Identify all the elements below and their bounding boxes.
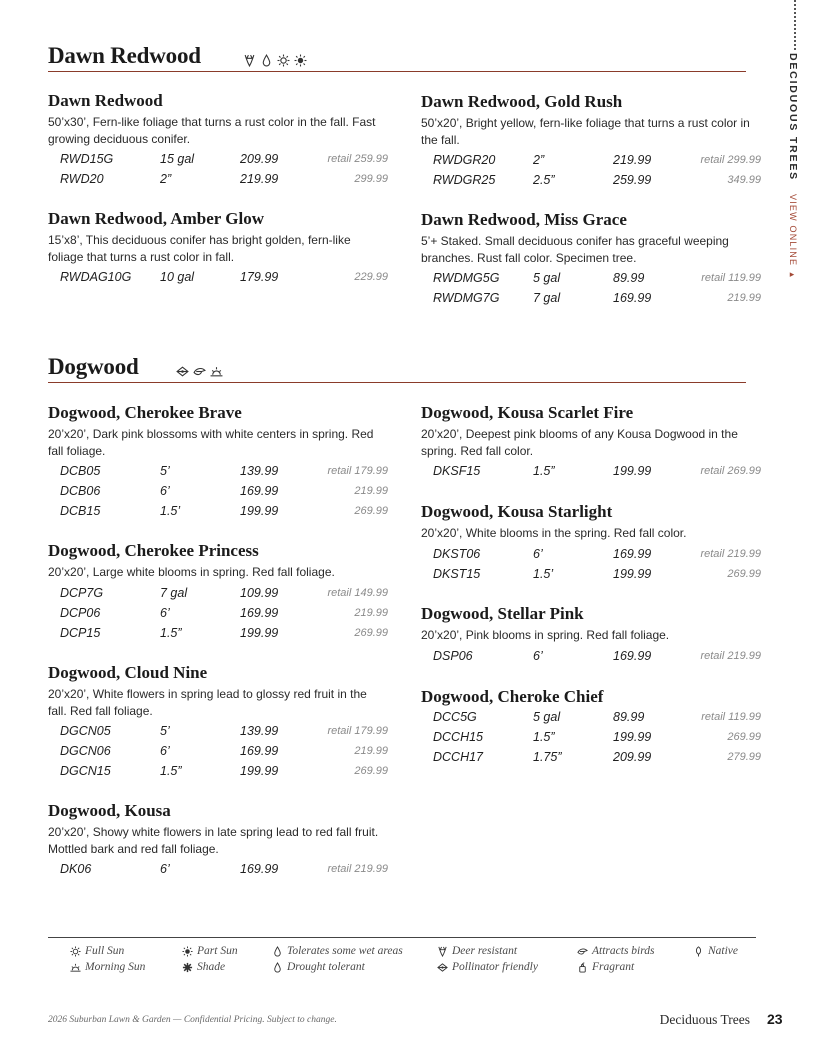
retail-price: retail 219.99 xyxy=(700,547,761,560)
price-row xyxy=(421,748,761,768)
price: 199.99 xyxy=(240,764,279,778)
size: 1.75” xyxy=(533,750,562,764)
price-row xyxy=(48,762,388,782)
price: 259.99 xyxy=(613,173,652,187)
product-name: Dogwood, Cloud Nine xyxy=(48,663,208,682)
sku: DCP15 xyxy=(60,625,101,640)
retail-price: retail 119.99 xyxy=(701,711,761,723)
size: 5 gal xyxy=(533,271,561,285)
product-name: Dogwood, Cherokee Princess xyxy=(48,541,259,560)
size: 1.5” xyxy=(533,464,555,478)
retail-price: 269.99 xyxy=(354,505,388,517)
legend-label: Morning Sun xyxy=(85,961,146,973)
price: 169.99 xyxy=(613,546,652,561)
legend-item xyxy=(70,945,124,957)
pollinator-friendly-icon xyxy=(176,365,189,378)
sku: DCP7G xyxy=(60,585,104,600)
sku: RWDMG7G xyxy=(433,291,500,305)
retail-price: 219.99 xyxy=(727,292,761,304)
product-description: 5’+ Staked. Small deciduous conifer has graceful weeping branches. Rust fall color. Specimen tree. xyxy=(421,234,729,265)
wet-areas-icon xyxy=(272,946,283,957)
size: 1.5” xyxy=(160,764,182,778)
section-icons xyxy=(176,365,223,378)
product-name: Dogwood, Cheroke Chief xyxy=(421,687,604,706)
legend-item xyxy=(182,961,225,973)
price: 199.99 xyxy=(613,730,652,744)
price-row xyxy=(421,269,761,289)
morning-sun-icon xyxy=(70,962,81,973)
size: 7 gal xyxy=(160,585,188,600)
product-dogwood-cheroke-chief xyxy=(421,686,761,768)
price: 199.99 xyxy=(613,464,652,478)
product-description: 20’x20’, Pink blooms in spring. Red fall foliage. xyxy=(421,628,670,642)
sku: DGCN15 xyxy=(60,764,111,778)
size: 1.5’ xyxy=(160,504,181,518)
sku: RWDMG5G xyxy=(433,271,500,285)
price-row xyxy=(421,289,761,309)
retail-price: retail 149.99 xyxy=(327,586,388,599)
full-sun-icon xyxy=(277,54,290,67)
sku: DCCH17 xyxy=(433,750,484,764)
size: 1.5’ xyxy=(533,566,554,581)
price: 139.99 xyxy=(240,464,279,478)
sku: DSP06 xyxy=(433,648,473,663)
legend-item xyxy=(182,945,238,957)
legend-label: Shade xyxy=(197,961,226,973)
sku: DCC5G xyxy=(433,710,477,724)
product-name: Dogwood, Kousa xyxy=(48,801,171,820)
section-header-dogwood xyxy=(48,353,746,383)
legend-item xyxy=(577,945,655,957)
retail-price: 269.99 xyxy=(354,626,388,639)
product-description: 20’x20’, White blooms in the spring. Red fall color. xyxy=(421,526,687,540)
product-name: Dogwood, Kousa Scarlet Fire xyxy=(421,403,634,422)
legend-label: Tolerates some wet areas xyxy=(287,945,403,957)
price-row xyxy=(48,268,388,288)
legend-label: Drought tolerant xyxy=(287,961,365,973)
size: 6’ xyxy=(533,648,543,663)
legend-item xyxy=(70,961,145,973)
product-name: Dogwood, Stellar Pink xyxy=(421,604,584,623)
price-row xyxy=(48,624,388,644)
price-row xyxy=(421,151,761,171)
price: 169.99 xyxy=(240,605,279,620)
sku: DCP06 xyxy=(60,605,101,620)
price: 169.99 xyxy=(613,648,652,663)
size: 6’ xyxy=(160,484,170,498)
product-description: 50’x30’, Fern-like foliage that turns a rust color in the fall. Fast growing deciduous conifer. xyxy=(48,115,376,146)
price: 169.99 xyxy=(240,744,279,758)
sku: DKST15 xyxy=(433,566,481,581)
price: 219.99 xyxy=(240,172,279,186)
sku: RWDAG10G xyxy=(60,270,132,284)
retail-price: retail 179.99 xyxy=(327,465,388,477)
deer-resistant-icon xyxy=(437,946,448,957)
sku: DGCN05 xyxy=(60,724,111,738)
sku: DCB15 xyxy=(60,504,101,518)
retail-price: retail 219.99 xyxy=(700,649,761,662)
legend-label: Native xyxy=(708,945,739,957)
size: 5’ xyxy=(160,464,170,478)
price-row xyxy=(421,545,761,565)
legend-item xyxy=(437,945,517,957)
legend-label: Deer resistant xyxy=(452,945,518,957)
part-sun-icon xyxy=(294,54,307,67)
icon-legend xyxy=(48,937,756,987)
retail-price: 229.99 xyxy=(354,271,388,283)
price: 219.99 xyxy=(613,153,652,167)
price-row xyxy=(48,482,388,502)
size: 7 gal xyxy=(533,291,561,305)
sku: DK06 xyxy=(60,862,92,876)
price: 199.99 xyxy=(240,504,279,518)
size: 5 gal xyxy=(533,710,561,724)
price: 139.99 xyxy=(240,724,279,738)
retail-price: retail 299.99 xyxy=(700,154,761,166)
price: 89.99 xyxy=(613,271,645,285)
price-row xyxy=(48,584,388,604)
section-title: Dogwood xyxy=(48,354,139,379)
footer-section-name: Deciduous Trees xyxy=(659,1012,750,1027)
price-row xyxy=(48,722,388,742)
price: 209.99 xyxy=(613,750,652,764)
side-tab-title: DECIDUOUS TREES xyxy=(787,53,799,181)
retail-price: 219.99 xyxy=(354,745,388,757)
product-dogwood-cherokee-brave xyxy=(48,402,388,522)
attracts-birds-icon xyxy=(577,946,588,957)
price: 199.99 xyxy=(240,625,279,640)
sku: DKST06 xyxy=(433,546,481,561)
price-row xyxy=(421,171,761,191)
price-row xyxy=(421,565,761,585)
price: 109.99 xyxy=(240,585,279,600)
legend-item xyxy=(272,945,403,957)
product-dogwood-cherokee-princess xyxy=(48,540,388,644)
retail-price: retail 179.99 xyxy=(327,725,388,737)
pollinator-friendly-icon xyxy=(437,962,448,973)
shade-icon xyxy=(182,962,193,973)
price-row xyxy=(421,462,761,482)
product-dawn-redwood-amber-glow xyxy=(48,208,388,288)
footer-disclaimer: 2026 Suburban Lawn & Garden — Confidential Pricing. Subject to change. xyxy=(48,1015,337,1025)
retail-price: retail 269.99 xyxy=(700,465,761,477)
size: 6’ xyxy=(160,744,170,758)
sku: RWD20 xyxy=(60,172,104,186)
sku: DCCH15 xyxy=(433,730,484,744)
legend-item xyxy=(437,961,538,973)
retail-price: retail 119.99 xyxy=(701,272,761,284)
legend-label: Full Sun xyxy=(85,945,125,957)
drought-tolerant-icon xyxy=(272,962,283,973)
legend-item xyxy=(693,945,738,957)
legend-label: Fragrant xyxy=(592,961,635,973)
price-row xyxy=(421,708,761,728)
product-dogwood-kousa-starlight xyxy=(421,501,761,585)
sku: RWD15G xyxy=(60,152,114,166)
deer-resistant-icon xyxy=(243,54,256,67)
legend-item xyxy=(577,961,634,973)
product-description: 20’x20’, White flowers in spring lead to glossy red fruit in the fall. Red fall foliage. xyxy=(48,687,367,718)
legend-item xyxy=(272,961,365,973)
product-description: 50’x20’, Bright yellow, fern-like foliage that turns a rust color in the fall. xyxy=(421,116,750,147)
morning-sun-icon xyxy=(210,365,223,378)
product-dawn-redwood-miss-grace xyxy=(421,209,761,309)
product-dawn-redwood-gold-rush xyxy=(421,91,761,191)
price-row xyxy=(48,150,388,170)
legend-label: Attracts birds xyxy=(592,945,655,957)
product-name: Dawn Redwood xyxy=(48,91,163,110)
size: 6’ xyxy=(533,546,543,561)
price-row xyxy=(48,502,388,522)
full-sun-icon xyxy=(70,946,81,957)
legend-label: Pollinator friendly xyxy=(452,961,538,973)
attracts-birds-icon xyxy=(193,365,206,378)
size: 10 gal xyxy=(160,270,195,284)
side-tab-dots xyxy=(794,0,796,50)
price: 209.99 xyxy=(240,152,279,166)
product-description: 20’x20’, Dark pink blossoms with white centers in spring. Red fall foliage. xyxy=(48,427,374,458)
retail-price: 269.99 xyxy=(354,765,388,777)
price-row xyxy=(421,647,761,667)
price: 169.99 xyxy=(240,484,279,498)
sku: DCB05 xyxy=(60,464,101,478)
fragrant-icon xyxy=(577,962,588,973)
product-description: 20’x20’, Showy white flowers in late spring lead to red fall fruit. Mottled bark and red fall foliage. xyxy=(48,825,379,856)
size: 1.5” xyxy=(533,730,555,744)
price: 179.99 xyxy=(240,270,279,284)
retail-price: 349.99 xyxy=(727,174,761,186)
retail-price: retail 259.99 xyxy=(327,153,388,165)
view-online-link[interactable]: VIEW ONLINE ▸ xyxy=(788,193,798,281)
product-dogwood-stellar-pink xyxy=(421,603,761,667)
product-dogwood-kousa-scarlet-fire xyxy=(421,402,761,482)
price-row xyxy=(48,742,388,762)
product-dogwood-cloud-nine xyxy=(48,662,388,782)
product-name: Dawn Redwood, Amber Glow xyxy=(48,209,264,228)
product-name: Dawn Redwood, Gold Rush xyxy=(421,92,623,111)
price: 169.99 xyxy=(240,862,279,876)
sku: RWDGR25 xyxy=(433,173,496,187)
product-name: Dogwood, Cherokee Brave xyxy=(48,403,242,422)
price-row xyxy=(48,604,388,624)
price-row xyxy=(48,170,388,190)
size: 6’ xyxy=(160,605,170,620)
product-name: Dogwood, Kousa Starlight xyxy=(421,502,613,521)
size: 2” xyxy=(160,172,172,186)
retail-price: 269.99 xyxy=(727,567,761,580)
sku: DGCN06 xyxy=(60,744,111,758)
price-row xyxy=(421,728,761,748)
size: 15 gal xyxy=(160,152,195,166)
section-icons xyxy=(243,54,307,67)
size: 1.5” xyxy=(160,625,182,640)
size: 2.5” xyxy=(533,173,555,187)
price: 89.99 xyxy=(613,710,645,724)
retail-price: 299.99 xyxy=(354,173,388,185)
side-tab xyxy=(784,0,806,281)
product-description: 20’x20’, Large white blooms in spring. Red fall foliage. xyxy=(48,565,335,579)
retail-price: 269.99 xyxy=(727,731,761,743)
native-icon xyxy=(693,946,704,957)
part-sun-icon xyxy=(182,946,193,957)
price-row xyxy=(48,462,388,482)
side-tab-label xyxy=(787,53,799,281)
product-name: Dawn Redwood, Miss Grace xyxy=(421,210,627,229)
product-description: 15’x8’, This deciduous conifer has bright golden, fern-like foliage that turns a rust color in fall. xyxy=(48,233,351,264)
size: 5’ xyxy=(160,724,170,738)
sku: DKSF15 xyxy=(433,464,481,478)
retail-price: 219.99 xyxy=(354,485,388,497)
retail-price: 279.99 xyxy=(727,751,761,763)
sku: RWDGR20 xyxy=(433,153,496,167)
product-description: 20’x20’, Deepest pink blooms of any Kousa Dogwood in the spring. Red fall color. xyxy=(421,427,738,458)
drought-tolerant-icon xyxy=(260,54,273,67)
size: 2” xyxy=(533,153,545,167)
price: 169.99 xyxy=(613,291,652,305)
page-number: 23 xyxy=(767,1011,783,1027)
section-header-dawn-redwood xyxy=(48,42,746,72)
section-title: Dawn Redwood xyxy=(48,43,201,68)
legend-label: Part Sun xyxy=(197,945,238,957)
sku: DCB06 xyxy=(60,484,101,498)
retail-price: retail 219.99 xyxy=(327,863,388,875)
price: 199.99 xyxy=(613,566,652,581)
product-dawn-redwood xyxy=(48,90,388,190)
retail-price: 219.99 xyxy=(354,606,388,619)
price-row xyxy=(48,860,388,880)
product-dogwood-kousa xyxy=(48,800,388,880)
size: 6’ xyxy=(160,862,170,876)
